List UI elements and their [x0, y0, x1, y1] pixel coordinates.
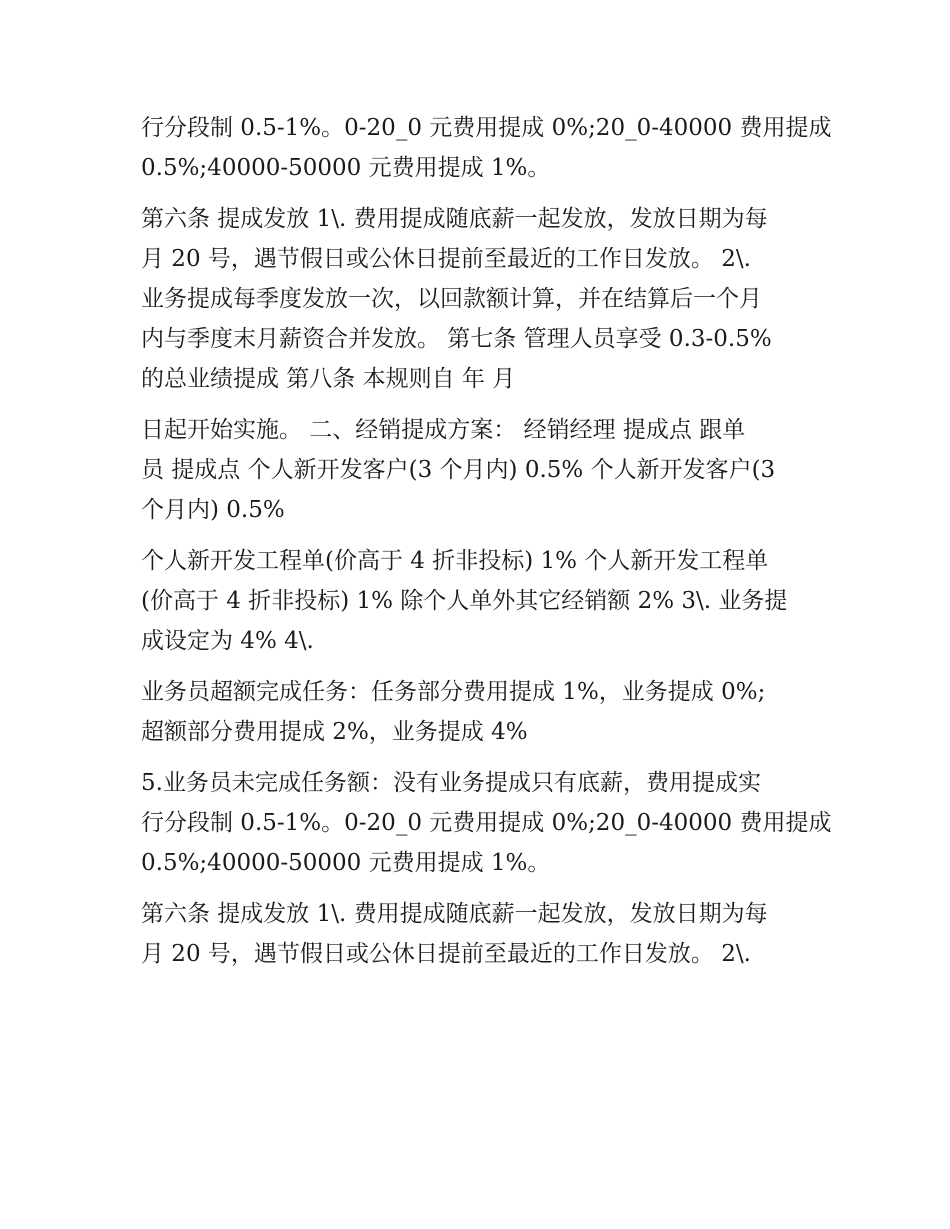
text-line: 0.5%;40000-50000 元费用提成 1%。: [141, 850, 551, 876]
text-line: 5.业务员未完成任务额：没有业务提成只有底薪，费用提成实: [141, 770, 761, 796]
text-line: 业务员超额完成任务：任务部分费用提成 1%，业务提成 0%;: [141, 679, 766, 705]
text-line: 0.5%;40000-50000 元费用提成 1%。: [141, 155, 551, 181]
text-line: 员 提成点 个人新开发客户(3 个月内) 0.5% 个人新开发客户(3: [141, 457, 776, 483]
text-line: 超额部分费用提成 2%，业务提成 4%: [141, 719, 528, 745]
text-line: 第六条 提成发放 1\. 费用提成随底薪一起发放，发放日期为每: [141, 901, 768, 927]
text-line: 的总业绩提成 第八条 本规则自 年 月: [141, 366, 516, 392]
text-line: 内与季度末月薪资合并发放。 第七条 管理人员享受 0.3-0.5%: [141, 326, 772, 352]
text-line: 月 20 号，遇节假日或公休日提前至最近的工作日发放。 2\.: [141, 246, 751, 272]
text-line: 行分段制 0.5-1%。0-20_0 元费用提成 0%;20_0-40000 费用提成: [141, 810, 832, 836]
text-line: 第六条 提成发放 1\. 费用提成随底薪一起发放，发放日期为每: [141, 206, 768, 232]
text-line: 业务提成每季度发放一次，以回款额计算，并在结算后一个月: [141, 286, 762, 312]
text-line: 月 20 号，遇节假日或公休日提前至最近的工作日发放。 2\.: [141, 941, 751, 967]
text-line: 成设定为 4% 4\.: [141, 628, 314, 654]
text-line: (价高于 4 折非投标) 1% 除个人单外其它经销额 2% 3\. 业务提: [141, 588, 788, 614]
text-line: 个人新开发工程单(价高于 4 折非投标) 1% 个人新开发工程单: [141, 548, 769, 574]
text-line: 行分段制 0.5-1%。0-20_0 元费用提成 0%;20_0-40000 费用提成: [141, 115, 832, 141]
text-line: 日起开始实施。 二、经销提成方案： 经销经理 提成点 跟单: [141, 417, 746, 443]
text-line: 个月内) 0.5%: [141, 497, 285, 523]
document-body: [141, 108, 832, 974]
